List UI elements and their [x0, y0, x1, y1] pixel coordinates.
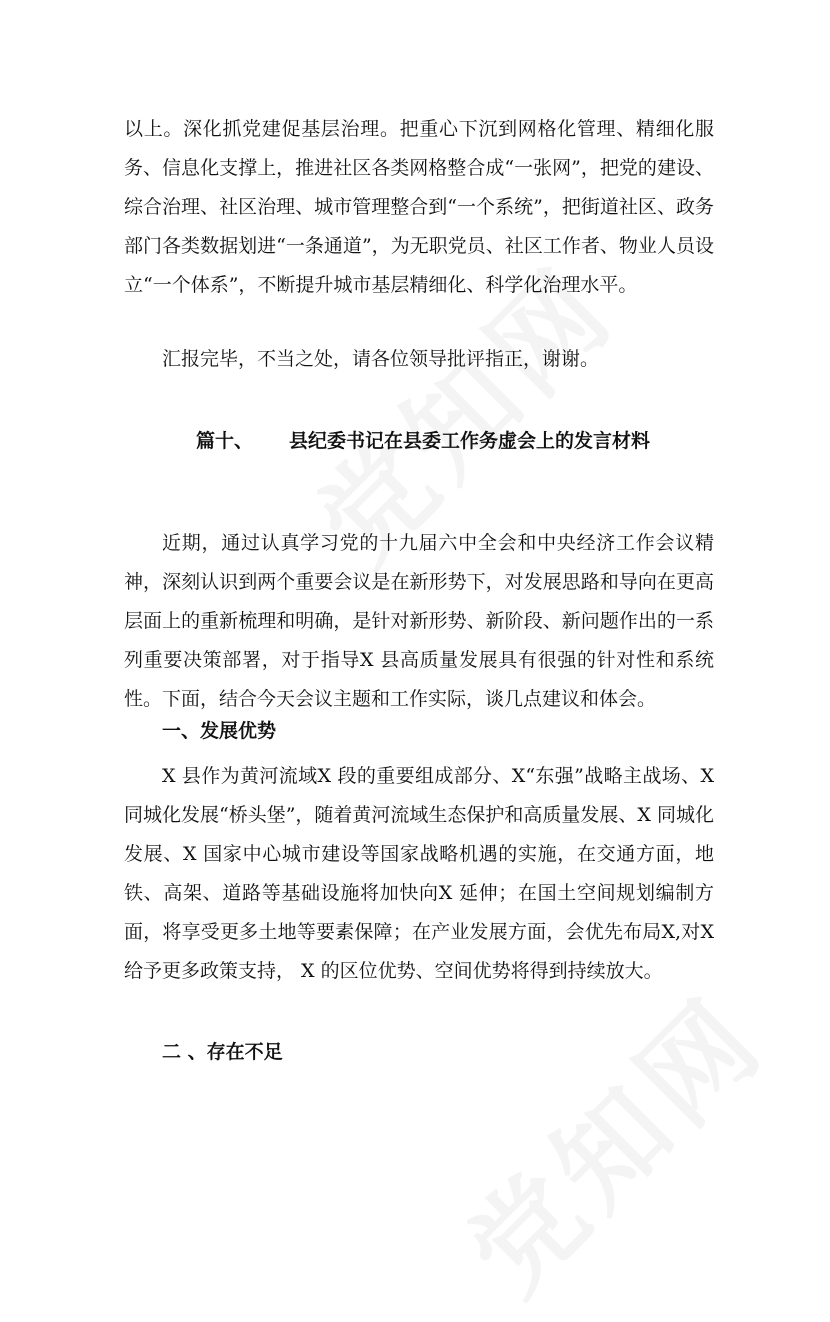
- paragraph-governance: 以上。深化抓党建促基层治理。把重心下沉到网格化管理、精细化服务、信息化支撑上，推进社区各类网格整合成“一张网”，把党的建设、综合治理、社区治理、城市管理整合到“一个系统”，把街道社区、政务部门各类数据划进“一条通道”，为无职党员、社区工作者、物业人员设立“一个体系”，不断提升城市基层精细化、科学化治理水平。: [124, 118, 714, 296]
- watermark: [427, 956, 793, 1322]
- paragraph-intro: 近期，通过认真学习党的十九届六中全会和中央经济工作会议精神，深刻认识到两个重要会议是在新形势下，对发展思路和导向在更高层面上的重新梳理和明确，是针对新形势、新阶段、新问题作出的一系列重要决策部署，对于指导X 县高质量发展具有很强的针对性和系统性。下面，结合今天会议主题和工作实际，谈几点建议和体会。: [124, 532, 714, 710]
- paragraph-closing: 汇报完毕，不当之处，请各位领导批评指正，谢谢。: [162, 348, 600, 370]
- heading-shortcomings: 二 、存在不足: [162, 1041, 283, 1063]
- section-number: 篇十、: [196, 430, 254, 452]
- heading-development-advantages: 一、发展优势: [162, 720, 277, 742]
- paragraph-advantages: X 县作为黄河流域X 段的重要组成部分、X“东强”战略主战场、X 同城化发展“桥头堡”，随着黄河流域生态保护和高质量发展、X 同城化发展、X 国家中心城市建设等国家战略机遇的实施，在交通方面，地铁、高架、道路等基础设施将加快向X 延伸；在国土空间规划编制方面，将享受更多土地等要素保障；在产业发展方面，会优先布局X,对X 给予更多政策支持， X 的区位优势、空间优势将得到持续放大。: [124, 765, 714, 982]
- section-title-text: 县纪委书记在县委工作务虚会上的发言材料: [289, 430, 651, 452]
- section-title: [196, 426, 650, 453]
